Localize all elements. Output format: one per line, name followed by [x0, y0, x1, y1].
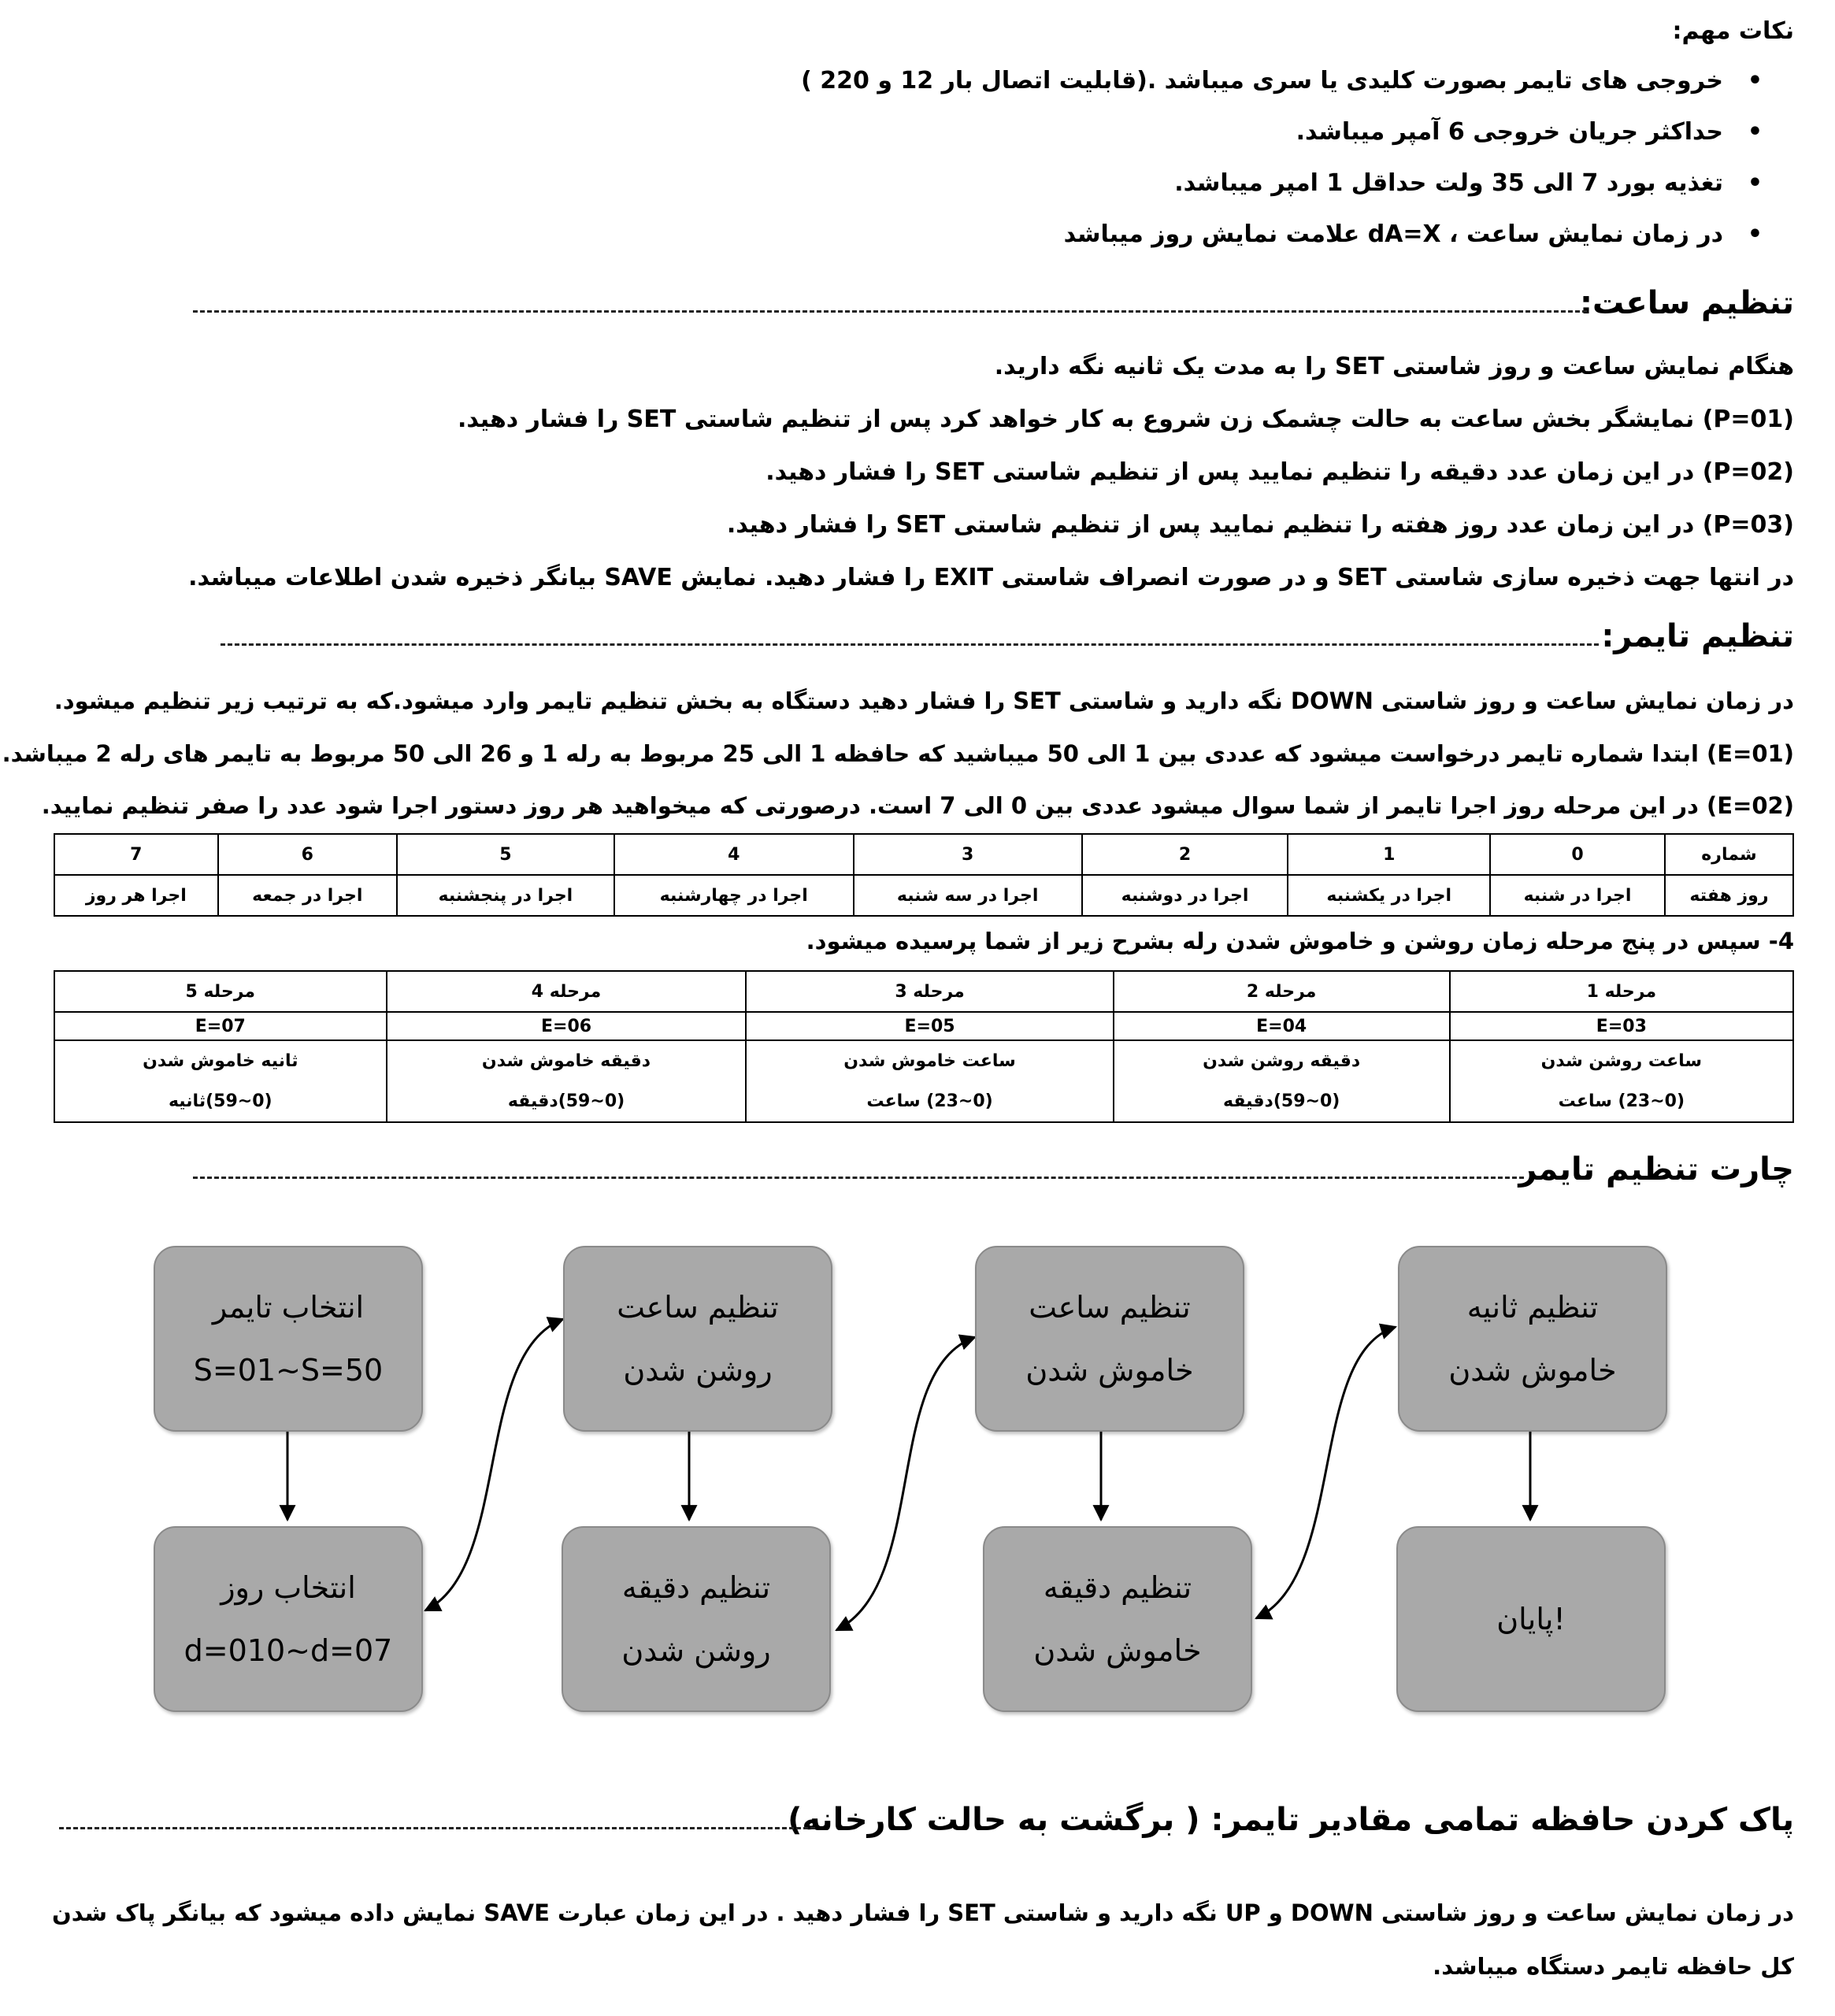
table-cell: مرحله 3 — [746, 971, 1113, 1012]
table-cell: ساعت روشن شدن — [1450, 1040, 1793, 1081]
table-cell: اجرا هر روز — [54, 875, 218, 916]
table-cell: 6 — [218, 834, 397, 875]
notes-title: نکات مهم: — [1672, 17, 1794, 45]
table-cell: (0~59)ثانیه — [54, 1081, 387, 1122]
table-cell: 2 — [1082, 834, 1288, 875]
list-item: • حداکثر جریان خروجی 6 آمپر میباشد. — [801, 106, 1794, 158]
clock-line: هنگام نمایش ساعت و روز شاستی SET را به مدت یک ثانیه نگه دارید. — [994, 353, 1794, 380]
reset-line: در زمان نمایش ساعت و روز شاستی DOWN و UP نگه دارید و شاستی SET را فشار دهید . در این زمان عبارت SAVE نمایش داده میشود که بیانگر پاک شدن — [51, 1899, 1794, 1926]
bullet-icon: • — [1747, 169, 1763, 197]
table-cell: ثانیه خاموش شدن — [54, 1040, 387, 1081]
flow-box-off-second: تنظیم ثانیه خاموش شدن — [1398, 1246, 1667, 1432]
table-cell: ساعت خاموش شدن — [746, 1040, 1113, 1081]
bullet-icon: • — [1747, 220, 1763, 248]
table-cell: 1 — [1288, 834, 1490, 875]
bullet-icon: • — [1747, 118, 1763, 146]
bullet-icon: • — [1747, 67, 1763, 94]
arrow-curve — [836, 1337, 975, 1630]
table-cell: E=03 — [1450, 1012, 1793, 1040]
reset-heading: پاک کردن حافظه تمامی مقادیر تایمر: ( برگشت به حالت کارخانه) — [788, 1802, 1794, 1838]
table-cell: دقیقه روشن شدن — [1114, 1040, 1450, 1081]
flow-box-on-hour: تنظیم ساعت روشن شدن — [563, 1246, 832, 1432]
timer-heading: تنظیم تایمر: — [1601, 618, 1794, 654]
arrow-curve — [425, 1319, 563, 1610]
table-cell: روز هفته — [1665, 875, 1793, 916]
clock-line: (P=02) در این زمان عدد دقیقه را تنظیم نمایید پس از تنظیم شاستی SET را فشار دهید. — [766, 458, 1794, 486]
table-cell: 0 — [1490, 834, 1665, 875]
list-item: • تغذیه بورد 7 الی 35 ولت حداقل 1 امپر میباشد. — [801, 158, 1794, 209]
table-cell: 3 — [854, 834, 1082, 875]
table-cell: اجرا در سه شنبه — [854, 875, 1082, 916]
table-cell: 7 — [54, 834, 218, 875]
table-cell: (0~23) ساعت — [746, 1081, 1113, 1122]
table-cell: اجرا در دوشنبه — [1082, 875, 1288, 916]
table-cell: مرحله 5 — [54, 971, 387, 1012]
flow-box-end: پایان! — [1396, 1526, 1666, 1712]
flow-box-select-day: انتخاب روز d=010~d=07 — [154, 1526, 423, 1712]
step4-line: 4- سپس در پنج مرحله زمان روشن و خاموش شدن رله بشرح زیر از شما پرسیده میشود. — [806, 928, 1794, 954]
table-cell: E=07 — [54, 1012, 387, 1040]
timer-line: (E=02) در این مرحله روز اجرا تایمر از شما سوال میشود عددی بین 0 الی 7 است. درصورتی که میخواهید هر روز دستور اجرا شود عدد را صفر تنظیم نمایید. — [41, 792, 1794, 819]
list-item: • در زمان نمایش ساعت ، dA=X علامت نمایش روز میباشد — [801, 209, 1794, 260]
reset-line: کل حافظه تایمر دستگاه میباشد. — [1433, 1953, 1794, 1980]
clock-line: (P=03) در این زمان عدد روز هفته را تنظیم نمایید پس از تنظیم شاستی SET را فشار دهید. — [726, 511, 1794, 539]
clock-heading: تنظیم ساعت: — [1580, 285, 1794, 321]
table-cell: اجرا در چهارشنبه — [614, 875, 854, 916]
timer-line: (E=01) ابتدا شماره تایمر درخواست میشود که عددی بین 1 الی 50 میباشید که حافظه 1 الی 25 مربوط به رله 1 و 26 الی 50 مربوط به تایمر های رله 2 میباشد. — [2, 740, 1794, 767]
table-cell: اجرا در جمعه — [218, 875, 397, 916]
table-cell: شماره — [1665, 834, 1793, 875]
divider — [59, 1827, 815, 1829]
table-cell: E=04 — [1114, 1012, 1450, 1040]
table-cell: اجرا در شنبه — [1490, 875, 1665, 916]
table-cell: E=06 — [387, 1012, 747, 1040]
clock-line: در انتها جهت ذخیره سازی شاستی SET و در صورت انصراف شاستی EXIT را فشار دهید. نمایش SAVE بیانگر ذخیره شدن اطلاعات میباشد. — [188, 564, 1794, 591]
table-cell: مرحله 4 — [387, 971, 747, 1012]
table-cell: اجرا در یکشنبه — [1288, 875, 1490, 916]
table-cell: مرحله 2 — [1114, 971, 1450, 1012]
chart-heading: چارت تنظیم تایمر — [1518, 1151, 1794, 1188]
flow-box-off-hour: تنظیم ساعت خاموش شدن — [975, 1246, 1244, 1432]
list-item: • خروجی های تایمر بصورت کلیدی یا سری میباشد .(قابلیت اتصال بار 12 و 220 ) — [801, 55, 1794, 106]
clock-line: (P=01) نمایشگر بخش ساعت به حالت چشمک زن شروع به کار خواهد کرد پس از تنظیم شاستی SET را فشار دهید. — [458, 406, 1794, 433]
flow-box-off-minute: تنظیم دقیقه خاموش شدن — [983, 1526, 1252, 1712]
table-cell: دقیقه خاموش شدن — [387, 1040, 747, 1081]
table-cell: E=05 — [746, 1012, 1113, 1040]
flow-box-on-minute: تنظیم دقیقه روشن شدن — [562, 1526, 831, 1712]
table-cell: (0~23) ساعت — [1450, 1081, 1793, 1122]
table-cell: مرحله 1 — [1450, 971, 1793, 1012]
table-cell: (0~59)دقیقه — [1114, 1081, 1450, 1122]
table-cell: (0~59)دقیقه — [387, 1081, 747, 1122]
table-cell: 4 — [614, 834, 854, 875]
arrow-curve — [1256, 1327, 1396, 1618]
table-cell: 5 — [397, 834, 614, 875]
timer-line: در زمان نمایش ساعت و روز شاستی DOWN نگه دارید و شاستی SET را فشار دهید دستگاه به بخش تنظیم تایمر وارد میشود.که به ترتیب زیر تنظیم میشود. — [54, 687, 1794, 714]
flow-box-select-timer: انتخاب تایمر S=01~S=50 — [154, 1246, 423, 1432]
table-cell: اجرا در پنجشنبه — [397, 875, 614, 916]
